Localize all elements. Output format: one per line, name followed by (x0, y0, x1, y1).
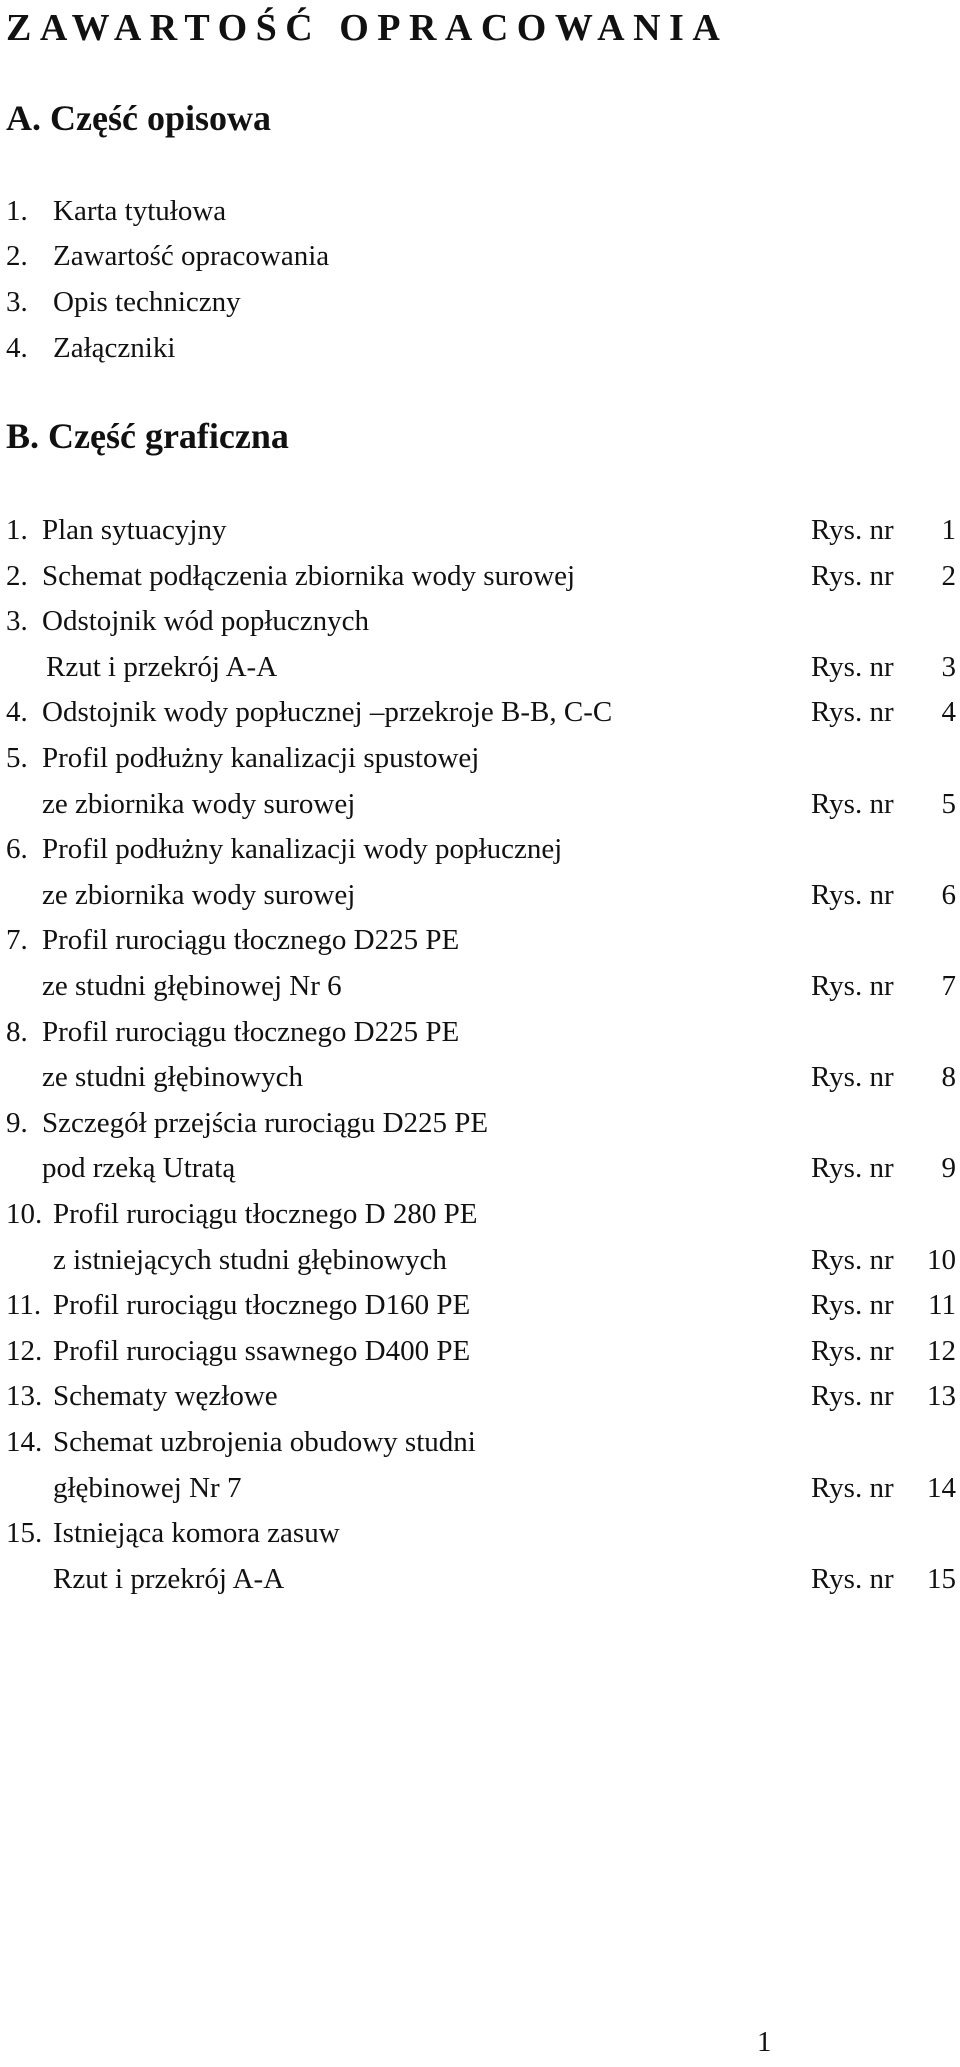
item-number: 7. (6, 924, 28, 956)
rys-number: 2 (941, 560, 956, 592)
rys-label: Rys. nr (811, 1152, 894, 1184)
drawing-list-line (6, 1374, 960, 1418)
rys-number: 7 (941, 970, 956, 1002)
item-text: ze zbiornika wody surowej (42, 788, 356, 820)
drawing-list-line (6, 1101, 960, 1145)
item-number: 1. (6, 195, 28, 227)
item-number: 13. (6, 1380, 43, 1412)
item-number: 2. (6, 240, 28, 272)
item-text: Istniejąca komora zasuw (53, 1517, 340, 1549)
rys-number: 10 (927, 1244, 956, 1276)
drawing-list-line (6, 1283, 960, 1327)
item-text: Odstojnik wody popłucznej –przekroje B-B, C-C (42, 696, 613, 728)
drawing-list-line (6, 782, 960, 826)
item-number: 4. (6, 332, 28, 364)
item-text: Rzut i przekrój A-A (53, 1563, 285, 1595)
list-item (6, 280, 241, 324)
item-text: Profil rurociągu tłocznego D225 PE (42, 1016, 460, 1048)
item-number: 6. (6, 833, 28, 865)
rys-number: 5 (941, 788, 956, 820)
item-number: 1. (6, 514, 28, 546)
item-text: Rzut i przekrój A-A (46, 651, 278, 683)
rys-number: 15 (927, 1563, 956, 1595)
drawing-list-line (6, 964, 960, 1008)
drawing-list-line (6, 1192, 960, 1236)
item-number: 8. (6, 1016, 28, 1048)
drawing-list-line (6, 645, 960, 689)
rys-label: Rys. nr (811, 1335, 894, 1367)
item-text: Plan sytuacyjny (42, 514, 227, 546)
rys-label: Rys. nr (811, 514, 894, 546)
item-number: 3. (6, 286, 28, 318)
drawing-list-line (6, 1238, 960, 1282)
rys-label: Rys. nr (811, 1244, 894, 1276)
item-text: Załączniki (53, 332, 176, 364)
drawing-list-line (6, 1511, 960, 1555)
item-text: Schemat podłączenia zbiornika wody surowej (42, 560, 576, 592)
item-number: 5. (6, 742, 28, 774)
drawing-list-line (6, 1420, 960, 1464)
item-text: głębinowej Nr 7 (53, 1472, 242, 1504)
item-text: ze studni głębinowych (42, 1061, 303, 1093)
list-item (6, 326, 175, 370)
drawing-list-line (6, 918, 960, 962)
item-text: z istniejących studni głębinowych (53, 1244, 447, 1276)
page-title: ZAWARTOŚĆ OPRACOWANIA (6, 7, 729, 49)
drawing-list-line (6, 1557, 960, 1601)
rys-number: 1 (941, 514, 956, 546)
drawing-list-line (6, 1146, 960, 1190)
rys-number: 6 (941, 879, 956, 911)
rys-label: Rys. nr (811, 970, 894, 1002)
rys-label: Rys. nr (811, 1289, 894, 1321)
item-text: Odstojnik wód popłucznych (42, 605, 370, 637)
drawing-list-line (6, 736, 960, 780)
drawing-list-line (6, 508, 960, 552)
rys-label: Rys. nr (811, 1061, 894, 1093)
section-b-heading: B. Część graficzna (6, 416, 289, 456)
drawing-list-line (6, 827, 960, 871)
list-item (6, 189, 226, 233)
item-number: 9. (6, 1107, 28, 1139)
rys-number: 3 (941, 651, 956, 683)
rys-label: Rys. nr (811, 788, 894, 820)
item-text: Profil podłużny kanalizacji wody popłucznej (42, 833, 563, 865)
item-text: ze zbiornika wody surowej (42, 879, 356, 911)
drawing-list-line (6, 873, 960, 917)
rys-label: Rys. nr (811, 560, 894, 592)
rys-label: Rys. nr (811, 879, 894, 911)
item-text: pod rzeką Utratą (42, 1152, 236, 1184)
item-number: 12. (6, 1335, 43, 1367)
drawing-list-line (6, 1010, 960, 1054)
item-text: Profil rurociągu tłocznego D160 PE (53, 1289, 471, 1321)
item-number: 10. (6, 1198, 43, 1230)
item-text: Schematy węzłowe (53, 1380, 278, 1412)
section-a-heading: A. Część opisowa (6, 98, 271, 138)
item-number: 2. (6, 560, 28, 592)
item-text: Zawartość opracowania (53, 240, 330, 272)
drawing-list-line (6, 1466, 960, 1510)
item-number: 14. (6, 1426, 43, 1458)
drawing-list-line (6, 599, 960, 643)
item-number: 11. (6, 1289, 42, 1321)
rys-number: 14 (927, 1472, 956, 1504)
item-text: Profil rurociągu tłocznego D 280 PE (53, 1198, 478, 1230)
item-number: 3. (6, 605, 28, 637)
rys-number: 9 (941, 1152, 956, 1184)
rys-label: Rys. nr (811, 1380, 894, 1412)
drawing-list-line (6, 690, 960, 734)
rys-number: 8 (941, 1061, 956, 1093)
rys-number: 12 (927, 1335, 956, 1367)
item-text: ze studni głębinowej Nr 6 (42, 970, 342, 1002)
item-text: Karta tytułowa (53, 195, 227, 227)
item-text: Profil rurociągu ssawnego D400 PE (53, 1335, 471, 1367)
item-number: 4. (6, 696, 28, 728)
drawing-list-line (6, 1329, 960, 1373)
item-text: Profil rurociągu tłocznego D225 PE (42, 924, 460, 956)
rys-number: 13 (927, 1380, 956, 1412)
rys-label: Rys. nr (811, 651, 894, 683)
rys-number: 4 (941, 696, 956, 728)
list-item (6, 234, 329, 278)
rys-number: 11 (928, 1289, 956, 1321)
item-text: Opis techniczny (53, 286, 241, 318)
item-text: Szczegół przejścia rurociągu D225 PE (42, 1107, 489, 1139)
rys-label: Rys. nr (811, 696, 894, 728)
drawing-list-line (6, 554, 960, 598)
item-number: 15. (6, 1517, 43, 1549)
item-text: Profil podłużny kanalizacji spustowej (42, 742, 480, 774)
rys-label: Rys. nr (811, 1563, 894, 1595)
page-number: 1 (757, 2026, 772, 2058)
rys-label: Rys. nr (811, 1472, 894, 1504)
drawing-list-line (6, 1055, 960, 1099)
item-text: Schemat uzbrojenia obudowy studni (53, 1426, 476, 1458)
